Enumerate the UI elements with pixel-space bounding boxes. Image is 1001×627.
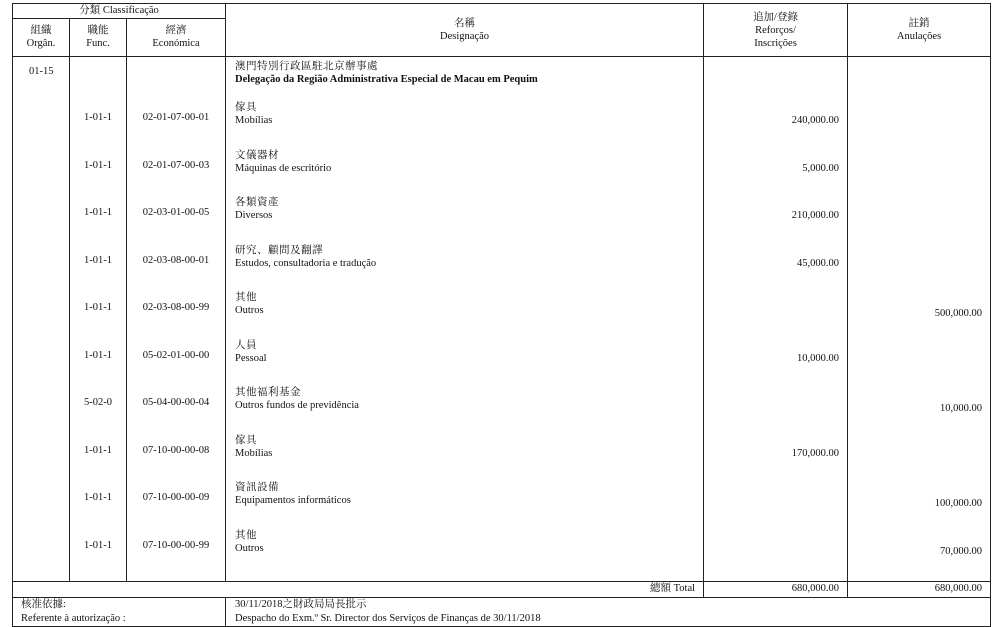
designation-cell [226,339,704,387]
footer-row-zh [13,598,991,613]
table-row [13,339,991,387]
designation-zh: 傢具 [235,102,258,113]
total-label: 總額 Total [226,582,704,598]
total-row [13,582,991,598]
designation-pt: Diversos [235,210,273,221]
designation-pt: Estudos, consultadoria e tradução [235,257,377,269]
organ-row [13,57,991,102]
designation-header: 名稱 Designação [226,4,704,57]
reinforcements-amount: 240,000.00 [704,101,848,149]
designation-pt: Pessoal [235,352,267,364]
reinforcements-amount [704,291,848,339]
designation-cell [226,434,704,482]
functional-code: 1-01-1 [70,529,127,577]
economic-code: 05-04-00-00-04 [127,386,226,434]
designation-pt: Outros [235,305,264,316]
cancellations-amount [848,101,991,149]
designation-zh: 文儀器材 [235,149,280,161]
economic-code: 02-01-07-00-01 [127,101,226,149]
functional-code: 1-01-1 [70,244,127,292]
table-row [13,481,991,529]
functional-code: 1-01-1 [70,434,127,482]
designation-pt: Máquinas de escritório [235,162,332,174]
footer-row-pt [13,612,991,627]
classification-header: 分類 Classificação [13,4,226,19]
functional-code: 5-02-0 [70,386,127,434]
reinforcements-amount: 10,000.00 [704,339,848,387]
table-row [13,386,991,434]
functional-code: 1-01-1 [70,149,127,197]
economic-code: 07-10-00-00-99 [127,529,226,577]
total-cancellations: 680,000.00 [848,582,991,598]
designation-zh: 其他福利基金 [235,387,302,398]
designation-zh: 各類資產 [235,197,280,208]
cancellations-amount: 100,000.00 [848,481,991,529]
cancellations-amount: 70,000.00 [848,529,991,577]
designation-pt: Outros [235,542,264,554]
reinforcements-amount [704,529,848,577]
organ-code: 01-15 [13,57,70,102]
economic-code: 05-02-01-00-00 [127,339,226,387]
functional-code: 1-01-1 [70,481,127,529]
designation-cell [226,196,704,244]
reinforcements-amount [704,386,848,434]
designation-cell [226,529,704,577]
designation-zh: 其他 [235,529,258,541]
functional-header: 職能 Func. [70,18,127,56]
designation-cell [226,101,704,149]
reinforcements-amount: 5,000.00 [704,149,848,197]
reinforcements-amount: 45,000.00 [704,244,848,292]
total-reinforcements: 680,000.00 [704,582,848,598]
designation-zh: 資訊設備 [235,482,280,493]
designation-cell [226,244,704,292]
cancellations-amount [848,434,991,482]
functional-code: 1-01-1 [70,101,127,149]
table-row [13,291,991,339]
cancellations-amount: 500,000.00 [848,291,991,339]
table-row [13,529,991,577]
economic-code: 02-01-07-00-03 [127,149,226,197]
table-row [13,244,991,292]
functional-code: 1-01-1 [70,196,127,244]
designation-zh: 研究、顧問及翻譯 [235,244,324,256]
economic-code: 07-10-00-00-08 [127,434,226,482]
designation-pt: Mobílias [235,115,273,126]
footer-value-pt: Despacho do Exm.º Sr. Director dos Serviços de Finanças de 30/11/2018 [226,612,991,627]
designation-cell [226,386,704,434]
cancellations-amount [848,339,991,387]
functional-code: 1-01-1 [70,291,127,339]
cancellations-amount [848,149,991,197]
cancellations-amount [848,196,991,244]
designation-zh: 其他 [235,292,258,303]
footer-label-pt: Referente à autorização : [13,612,226,627]
designation-cell [226,291,704,339]
cancellations-header: 註銷 Anulações [848,4,991,57]
table-row [13,196,991,244]
table-row [13,101,991,149]
designation-zh: 人員 [235,339,258,351]
reinforcements-amount: 210,000.00 [704,196,848,244]
reinforcements-amount [704,481,848,529]
cancellations-amount: 10,000.00 [848,386,991,434]
functional-code: 1-01-1 [70,339,127,387]
designation-pt: Mobílias [235,447,273,459]
footer-value-zh: 30/11/2018之財政局局長批示 [226,598,991,613]
footer-label-zh: 核准依據: [13,598,226,613]
designation-zh: 傢具 [235,434,258,446]
economic-code: 02-03-01-00-05 [127,196,226,244]
economic-code: 02-03-08-00-01 [127,244,226,292]
economic-code: 02-03-08-00-99 [127,291,226,339]
budget-table [12,3,991,627]
designation-cell [226,481,704,529]
organ-name: 澳門特別行政區駐北京辦事處 Delegação da Região Administrativa Especial de Macau em Pequim [226,57,704,102]
reinforcements-amount: 170,000.00 [704,434,848,482]
economic-code: 07-10-00-00-09 [127,481,226,529]
table-row [13,434,991,482]
designation-pt: Outros fundos de previdência [235,400,359,411]
economic-header: 經濟 Económica [127,18,226,56]
designation-pt: Equipamentos informáticos [235,495,351,506]
reinforcements-header: 追加/登錄 Reforços/ Inscrições [704,4,848,57]
designation-cell [226,149,704,197]
organic-header: 組織 Orgân. [13,18,70,56]
cancellations-amount [848,244,991,292]
table-row [13,149,991,197]
